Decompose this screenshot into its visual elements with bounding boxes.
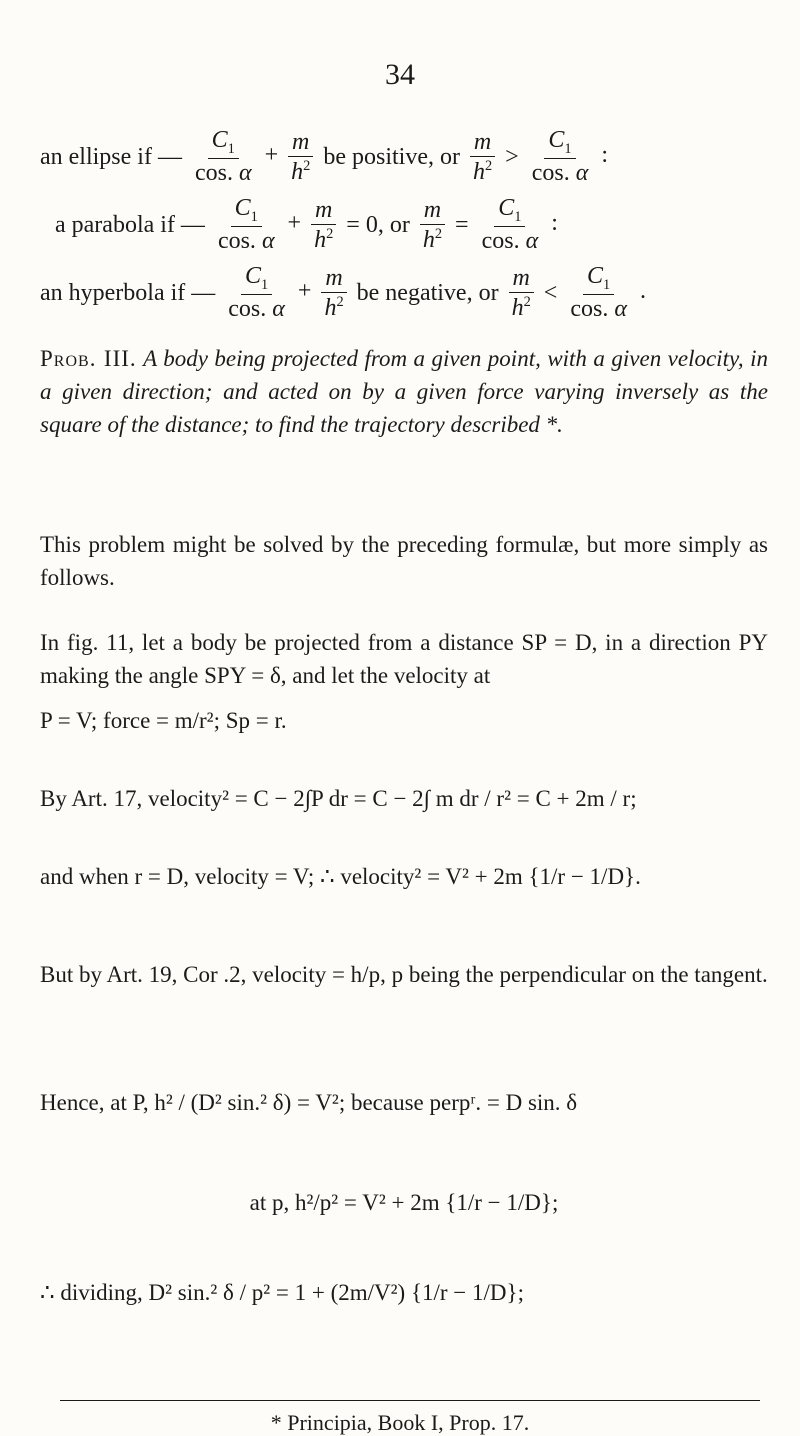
figure-paragraph: In fig. 11, let a body be projected from a distance SP = D, in a direction PY making the angle SPY = δ, and let the velocity at bbox=[40, 630, 768, 688]
problem-text: A body being projected from a given point, with a given velocity, in a given direction; and acted on by a given force varying inversely as the square of the distance; to find the trajectory described *. bbox=[40, 346, 769, 437]
fraction: $\frac{m}{h^2}$ bbox=[287, 130, 314, 184]
hyperbola-relation: < bbox=[543, 279, 558, 306]
ellipse-lead: an ellipse if — bbox=[40, 143, 182, 170]
hence-equation: Hence, at P, h² / (D² sin.² δ) = V²; because perpʳ. = D sin. δ bbox=[40, 1090, 578, 1115]
fraction: $\frac{m}{h^2}$ bbox=[508, 266, 535, 320]
fraction: $\frac{m}{h^2}$ bbox=[320, 266, 347, 320]
fraction: $\frac{C_1}{\cos. \alpha}$ bbox=[194, 127, 252, 187]
hyperbola-condition: an hyperbola if — $\frac{C_1}{\cos. \alpha}$ + $\frac{m}{h^2}$ be negative, or $\frac{m}{h^2}$ < $\frac{C_1}{\cos. \alpha}$ . bbox=[40, 263, 646, 323]
parabola-mid: = 0, or bbox=[346, 211, 410, 238]
problem-label: Prob. III. bbox=[40, 346, 137, 371]
intro-paragraph: This problem might be solved by the preceding formulæ, but more simply as follows. bbox=[40, 532, 768, 590]
force-line: P = V; force = m/r²; Sp = r. bbox=[40, 708, 287, 733]
velocity-equation: and when r = D, velocity = V; ∴ velocity² = V² + 2m {1/r − 1/D}. bbox=[40, 864, 641, 889]
at-p-equation: at p, h²/p² = V² + 2m {1/r − 1/D}; bbox=[249, 1190, 559, 1215]
hyperbola-mid: be negative, or bbox=[356, 279, 499, 306]
hyperbola-lead: an hyperbola if — bbox=[40, 279, 216, 306]
problem-statement bbox=[40, 342, 768, 441]
art17-equation: By Art. 17, velocity² = C − 2∫P dr = C − 2∫ m dr / r² = C + 2m / r; bbox=[40, 786, 637, 811]
ellipse-mid: be positive, or bbox=[323, 143, 460, 170]
parabola-lead: a parabola if — bbox=[55, 211, 205, 238]
fraction: $\frac{C_1}{\cos. \alpha}$ bbox=[228, 263, 285, 323]
fraction: $\frac{C_1}{\cos. \alpha}$ bbox=[570, 263, 627, 323]
page-number: 34 bbox=[385, 58, 415, 91]
parabola-relation: = bbox=[455, 211, 469, 238]
fraction: $\frac{m}{h^2}$ bbox=[310, 198, 337, 252]
dividing-equation: ∴ dividing, D² sin.² δ / p² = 1 + (2m/V²) {1/r − 1/D}; bbox=[40, 1280, 524, 1305]
fraction: $\frac{m}{h^2}$ bbox=[469, 130, 496, 184]
fraction: $\frac{C_1}{\cos. \alpha}$ bbox=[217, 195, 275, 255]
parabola-condition: a parabola if — $\frac{C_1}{\cos. \alpha}$ + $\frac{m}{h^2}$ = 0, or $\frac{m}{h^2}$ = $\frac{C_1}{\cos. \alpha}$ : bbox=[55, 195, 558, 255]
ellipse-relation: > bbox=[505, 143, 519, 170]
footnote: * Principia, Book I, Prop. 17. bbox=[270, 1410, 530, 1435]
fraction: $\frac{C_1}{\cos. \alpha}$ bbox=[481, 195, 539, 255]
fraction: $\frac{C_1}{\cos. \alpha}$ bbox=[531, 127, 589, 187]
footnote-rule bbox=[60, 1400, 760, 1401]
art19-paragraph: But by Art. 19, Cor .2, velocity = h/p, p being the perpendicular on the tangent. bbox=[40, 962, 768, 987]
fraction: $\frac{m}{h^2}$ bbox=[419, 198, 446, 252]
ellipse-condition: an ellipse if — $\frac{C_1}{\cos. \alpha}$ + $\frac{m}{h^2}$ be positive, or $\frac{m}{h^2}$ > $\frac{C_1}{\cos. \alpha}$ : bbox=[40, 127, 608, 187]
